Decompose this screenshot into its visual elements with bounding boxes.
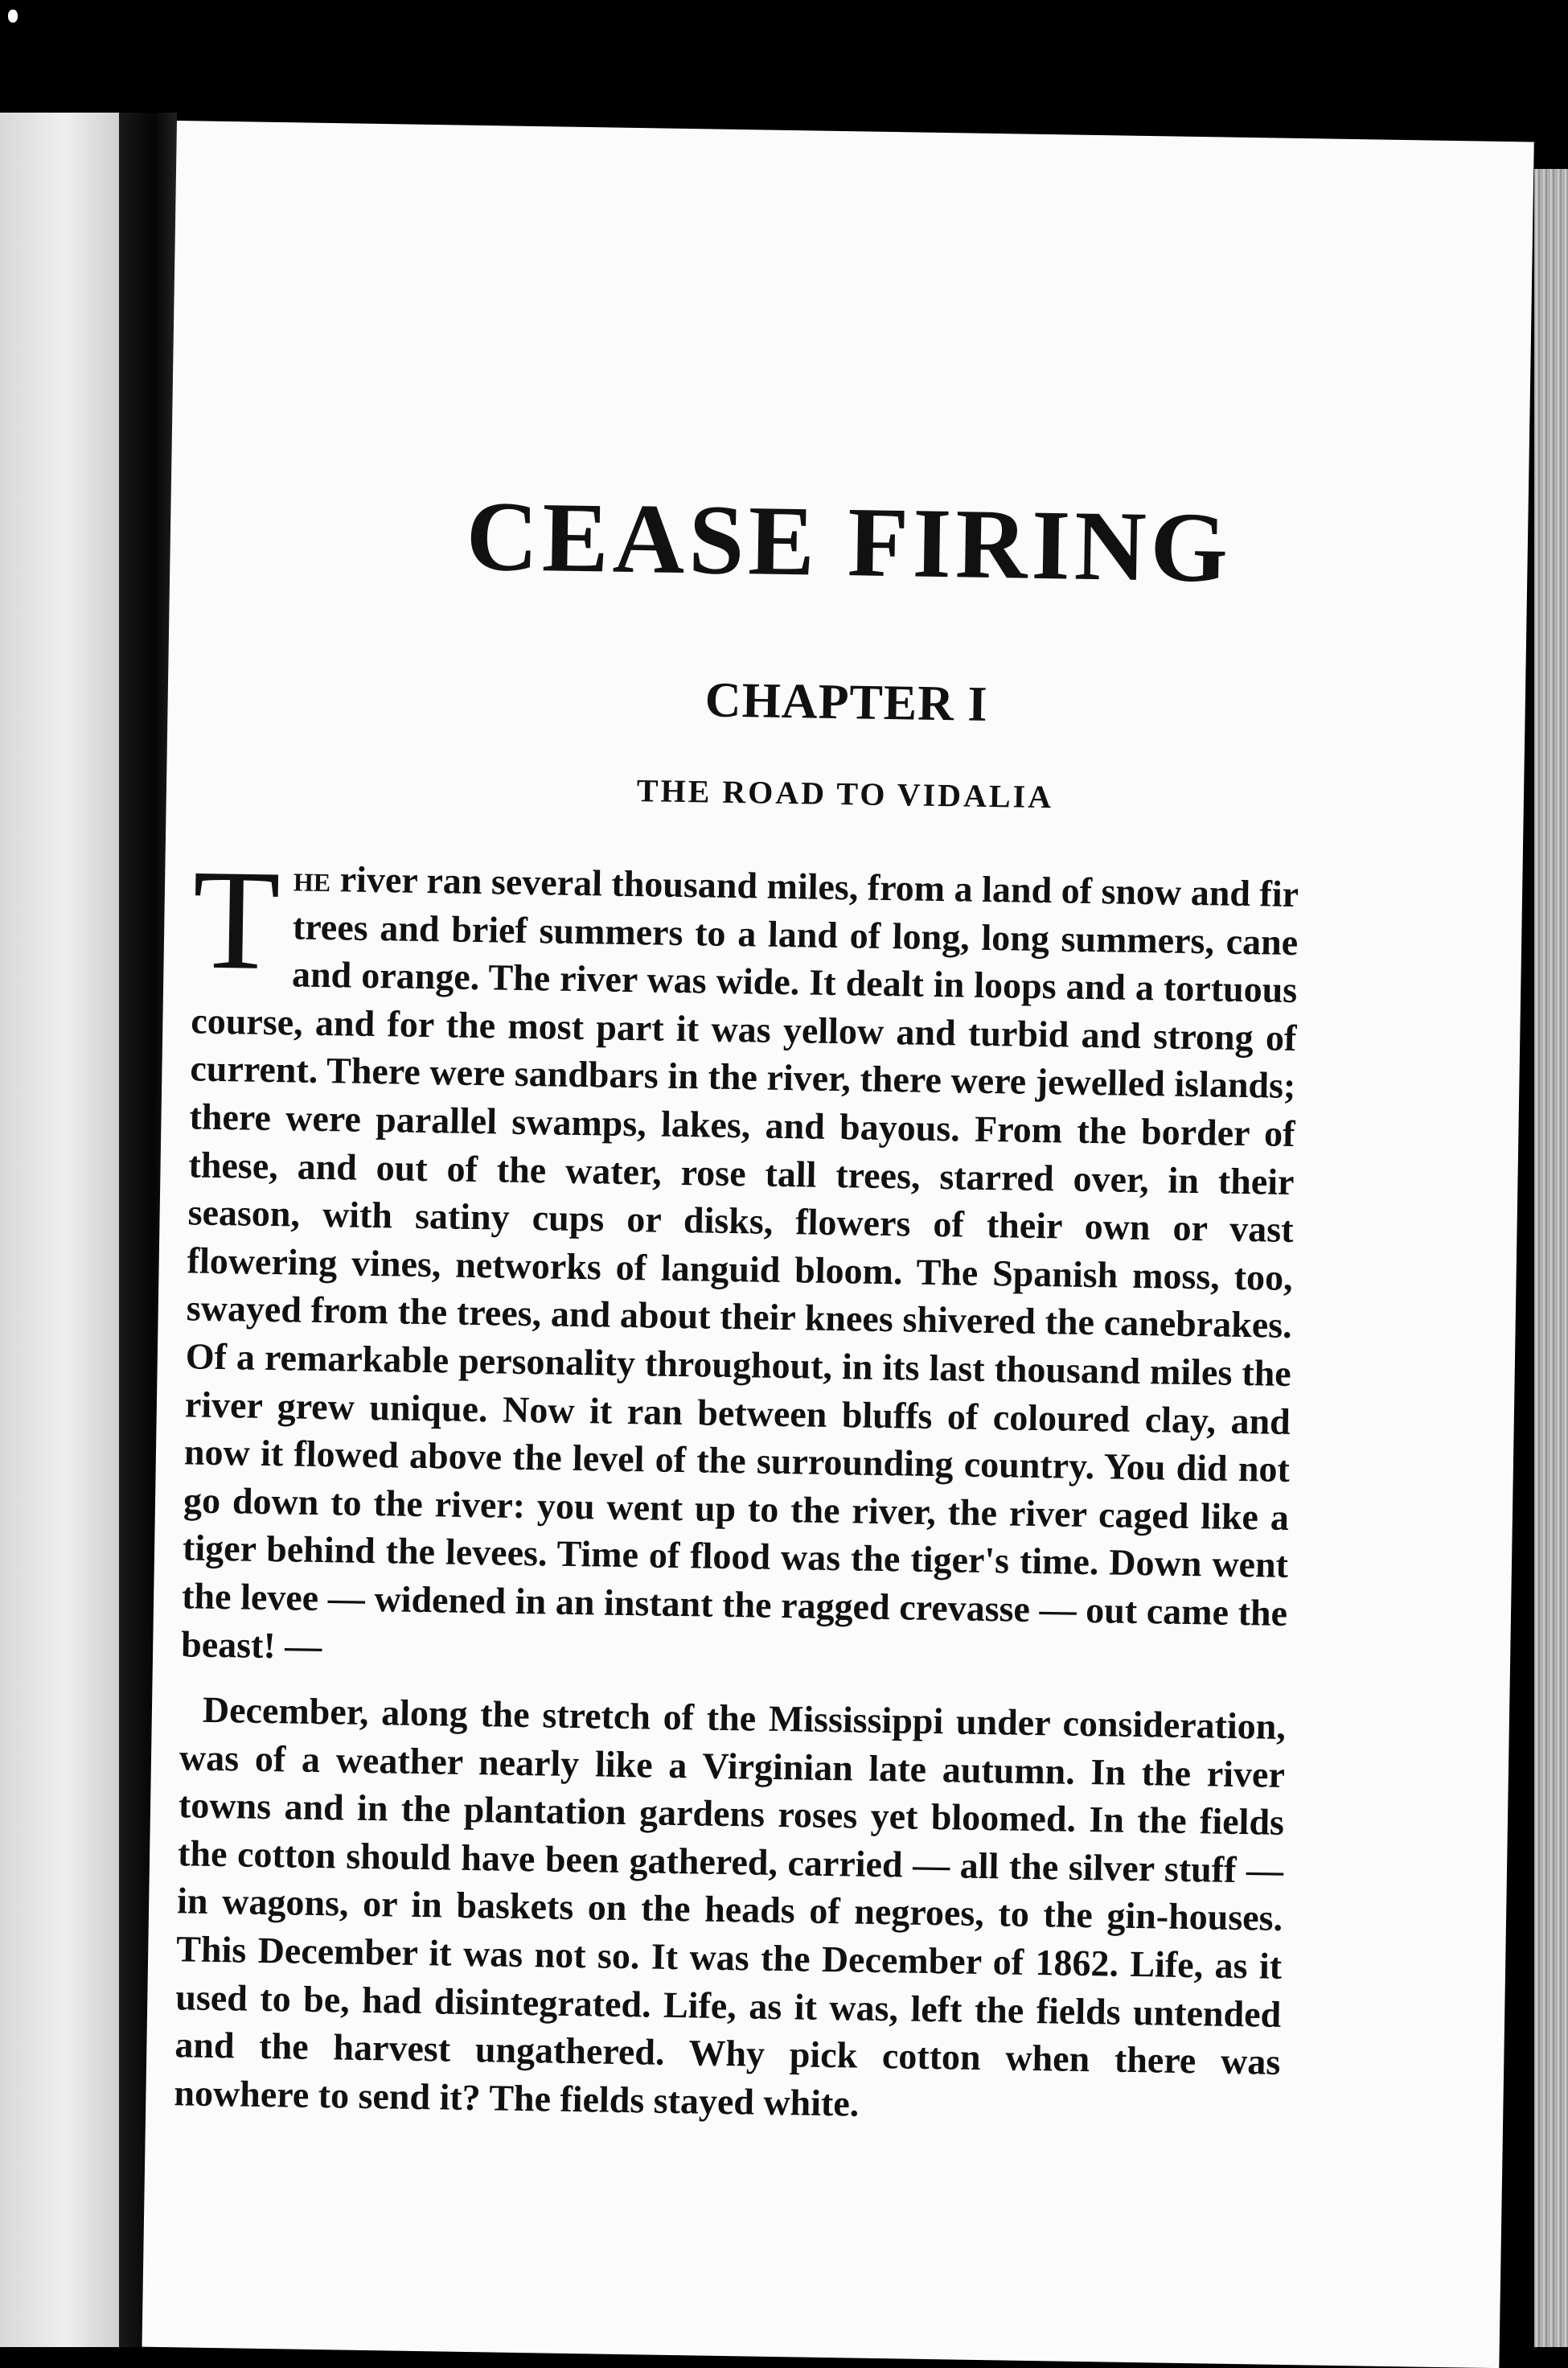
chapter-heading: CHAPTER I [704, 672, 989, 732]
lead-in: he [293, 857, 331, 900]
right-page-edges [1534, 169, 1568, 2347]
paragraph-1 [180, 839, 1299, 1685]
scan-speck [8, 10, 18, 23]
chapter-body [174, 839, 1299, 2134]
book-page [142, 121, 1534, 2368]
paragraph-2-text: December, along the stretch of the Mississippi under consideration, was of a weather nearly like a Virginian late autumn. In the river towns and in the plantation gardens roses yet bloomed. In the fields the cotton should have been gathered, carried — all the silver stuff — in wagons, or in baskets on the heads of negroes, to the gin-houses. This December it was not so. It was the December of 1862. Life, as it used to be, had disintegrated. Life, as it was, left the fields untended and the harvest ungathered. Why pick cotton when there was nowhere to send it? The fields stayed white. [174, 1688, 1287, 2124]
book-title: CEASE FIRING [465, 480, 1233, 603]
paragraph-1-text: river ran several thousand miles, from a land of snow and fir trees and brief summers to a land of long, long summers, cane and orange. The river was wide. It dealt in loops and a tortuous course, and for the most part it was yellow and turbid and strong of current. There were sandbars in the river, there were jewelled islands; there were parallel swamps, lakes, and bayous. From the border of these, and out of the water, rose tall trees, starred over, in their season, with satiny cups or disks, flowers of their own or vast flowering vines, networks of languid bloom. The Spanish moss, too, swayed from the trees, and about their knees shivered the canebrakes. Of a remarkable personality throughout, in its last thousand miles the river grew unique. Now it ran between bluffs of coloured clay, and now it flowed above the level of the surrounding country. You did not go down to the river: you went up to the river, the river caged like a tiger behind the levees. Time of flood was the tiger's time. Down went the levee — widened in an instant the ragged crevasse — out came the beast! — [180, 858, 1299, 1667]
chapter-title: THE ROAD TO VIDALIA [636, 772, 1054, 816]
left-page-edge [0, 113, 119, 2347]
drop-cap: T [191, 839, 281, 1001]
paragraph-2 [174, 1685, 1286, 2134]
